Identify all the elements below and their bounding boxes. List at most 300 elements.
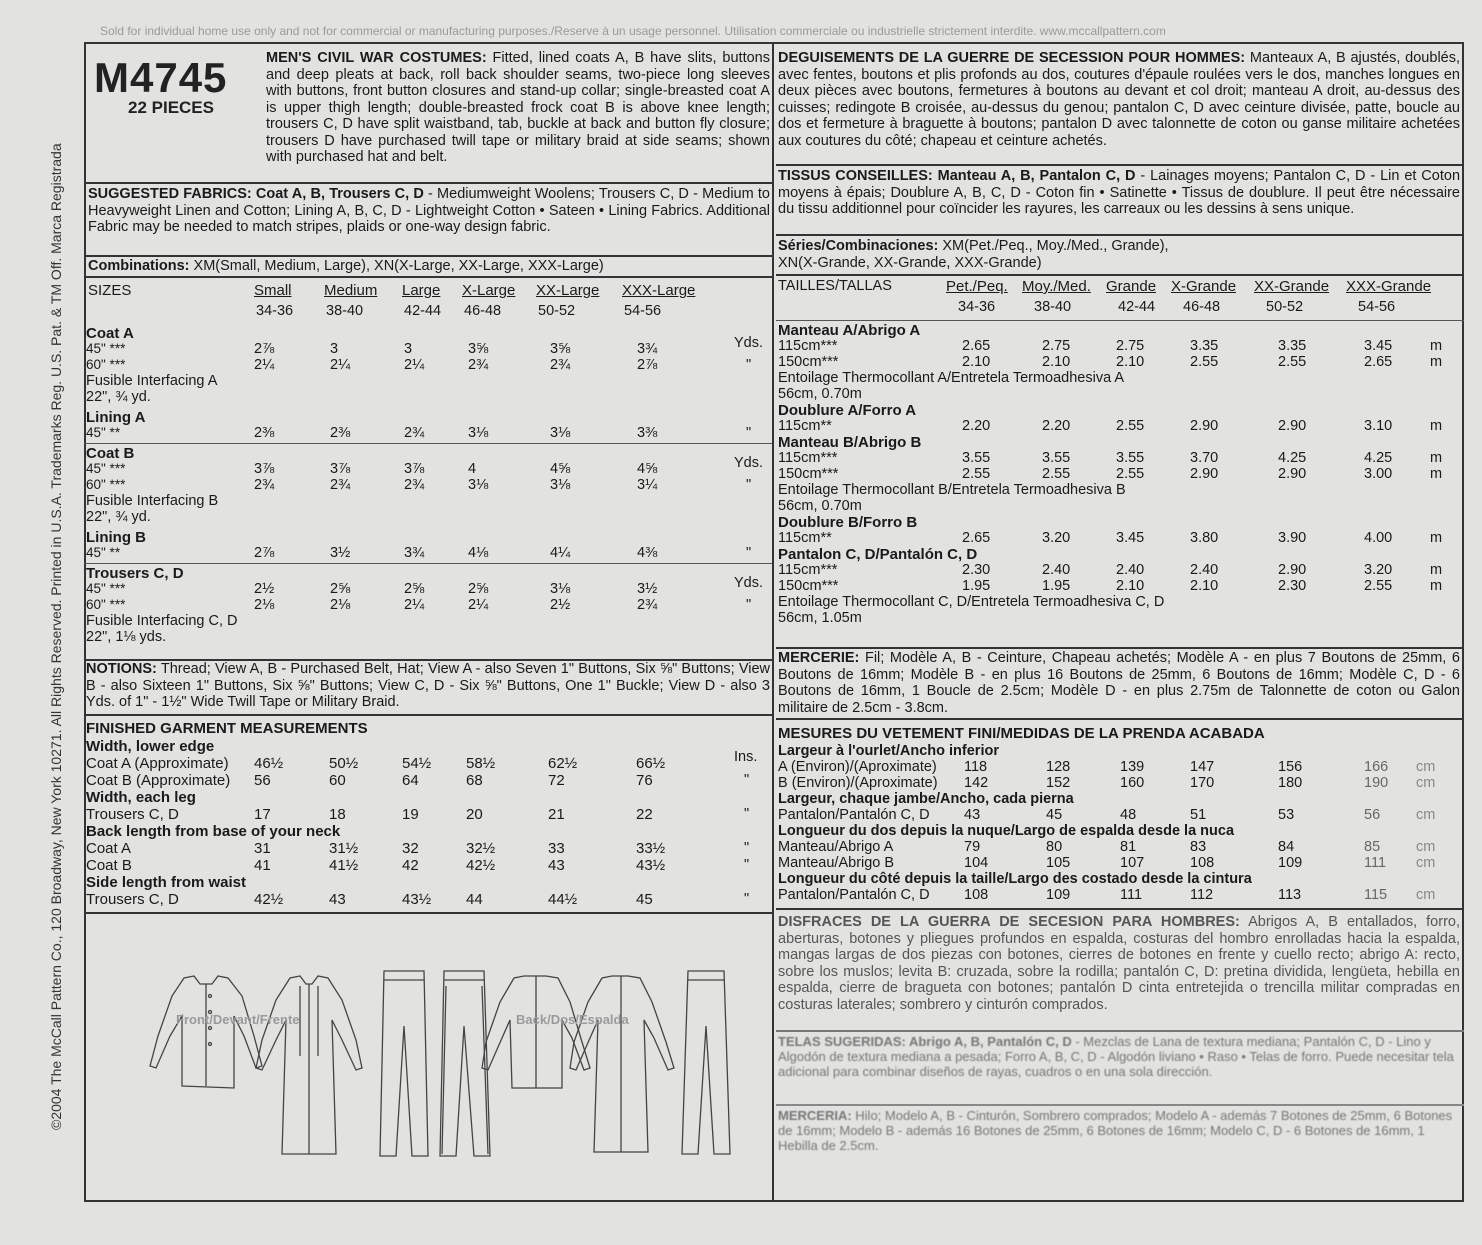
interfacing-note: Fusible Interfacing C, D — [86, 613, 238, 629]
yardage-value: 4.25 — [1278, 450, 1307, 466]
yardage-value: 3⅛ — [468, 425, 489, 441]
unit-label: " — [746, 357, 752, 373]
yardage-value: 3.45 — [1116, 530, 1145, 546]
yardage-value: 3½ — [330, 545, 351, 561]
row-label: Coat B (Approximate) — [86, 772, 231, 789]
yardage-value: 2⅛ — [254, 597, 275, 613]
yardage-heading: Coat A — [86, 325, 134, 342]
interfacing-note: 56cm, 1.05m — [778, 610, 862, 626]
unit-label: cm — [1416, 807, 1436, 823]
yardage-heading: Trousers C, D — [86, 565, 184, 582]
description-en — [266, 50, 770, 166]
yardage-value: 3.55 — [962, 450, 991, 466]
divider — [84, 563, 772, 564]
description-en-title: MEN'S CIVIL WAR COSTUMES: — [266, 50, 487, 66]
unit-label: m — [1430, 354, 1443, 370]
fabrics-en-body: - Mediumweight Woolens; Trousers C, D - Medium to Heavyweight Linen and Cotton; Lining A, B, C, D - Lightweight Cotton • Sateen • Lining Fabrics. Additional Fabric may be needed to match stripes, plaids or one-way design fabric. — [88, 186, 770, 235]
unit-label: cm — [1416, 887, 1436, 903]
interfacing-note: 22", ¾ yd. — [86, 509, 151, 525]
yardage-value: 3.80 — [1190, 530, 1219, 546]
yardage-value: 2¾ — [404, 477, 425, 493]
yardage-value: 2¾ — [468, 357, 489, 373]
measure-value: 50½ — [329, 755, 359, 772]
row-label: 45" ** — [86, 545, 121, 560]
column-divider — [772, 44, 774, 1200]
measure-value: 20 — [466, 806, 483, 823]
yardage-value: 3.70 — [1190, 450, 1219, 466]
yardage-value: 2.55 — [1042, 466, 1071, 482]
yardage-value: 3.00 — [1364, 466, 1393, 482]
measure-value: 142 — [964, 775, 989, 791]
yardage-value: 4⅝ — [637, 461, 658, 477]
measure-value: 112 — [1190, 887, 1214, 903]
yardage-value: 3¾ — [404, 545, 425, 561]
measure-value: 81 — [1120, 839, 1137, 855]
row-label: 115cm*** — [778, 338, 838, 354]
yardage-value: 2.10 — [1190, 578, 1219, 594]
row-label: 115cm** — [778, 530, 832, 546]
unit-label: m — [1430, 450, 1443, 466]
yardage-value: 4.25 — [1364, 450, 1393, 466]
measure-value: 72 — [548, 772, 565, 789]
measure-value: 104 — [964, 855, 989, 871]
row-label: 60" *** — [86, 597, 126, 612]
measure-value: 32½ — [466, 840, 496, 857]
row-label: Manteau/Abrigo A — [778, 839, 894, 855]
row-label: 150cm*** — [778, 578, 839, 594]
divider — [776, 718, 1464, 720]
unit-label: " — [744, 772, 750, 788]
fabrics-es — [778, 1034, 1460, 1079]
size-number: 42-44 — [1118, 299, 1156, 315]
yardage-value: 3⅞ — [330, 461, 351, 477]
size-name: Small — [254, 282, 292, 299]
measure-heading: Longueur du côté depuis la taille/Largo des costado desde la cintura — [778, 871, 1252, 887]
description-fr — [778, 50, 1460, 149]
yardage-value: 2¾ — [254, 477, 275, 493]
description-es-body: Abrigos A, B entallados, forro, aberturas, botones y pliegues profundos en espalda, costuras del hombro enrolladas hacia la espalda, mangas largas de dos piezas con botones, cierres de botones en frente y cuello recto; abrigo A: recto, sobre los muslos; levita B: cruzada, sobre la rodilla; pantalón C, D: pretina dividida, lengüeta, hebilla en espalda, cierre de bragueta con botones; pantalón D cinta entretejida o trencilla militar compradas en costuras laterales; sombrero y cinturón comprados. — [778, 914, 1460, 1013]
yardage-value: 2¼ — [254, 357, 275, 373]
notions-es-body: Hilo; Modelo A, B - Cinturón, Sombrero comprados; Modelo A - además 7 Botones de 25mm, 6 Botones de 16mm; Modelo B - además 16 Botones de 25mm, 6 Botones de 16mm; Modelo C, D - 6 Botones de 16mm, 1 Hebilla de 2.5cm. — [778, 1108, 1453, 1153]
yardage-value: 3⅛ — [550, 477, 571, 493]
unit-label: cm — [1416, 759, 1436, 775]
yardage-value: 2.10 — [962, 354, 991, 370]
measure-value: 44 — [466, 891, 483, 908]
notions-es — [778, 1108, 1460, 1153]
row-label: 45" *** — [86, 461, 126, 476]
unit-label: " — [746, 597, 752, 613]
yardage-value: 4⅜ — [637, 545, 658, 561]
yardage-value: 2.40 — [1116, 562, 1145, 578]
fabrics-en — [88, 186, 770, 236]
combinations-en-label: Combinations: — [88, 258, 190, 274]
description-es-title: DISFRACES DE LA GUERRA DE SECESION PARA HOMBRES: — [778, 914, 1240, 930]
measure-value: 42½ — [254, 891, 284, 908]
description-es — [778, 914, 1460, 1013]
measure-value: 68 — [466, 772, 483, 789]
row-label: 60" *** — [86, 477, 126, 492]
measure-heading: Largeur à l'ourlet/Ancho inferior — [778, 743, 999, 759]
size-number: 42-44 — [404, 303, 442, 319]
notions-fr — [778, 650, 1460, 716]
measurements-fr-title: MESURES DU VETEMENT FINI/MEDIDAS DE LA PRENDA ACABADA — [778, 725, 1265, 742]
unit-label: m — [1430, 578, 1443, 594]
fabrics-fr-body: - Lainages moyens; Pantalon C, D - Lin et Coton moyens à épais; Doublure A, B, C, D - Coton fin • Satinette • Tissus de doublure. Il peut être nécessaire du tissu additionnel pour coïncider les rayures, les carreaux ou les dessins à sens unique. — [778, 168, 1461, 217]
divider — [776, 320, 1464, 321]
measure-value: 43 — [548, 857, 565, 874]
row-label: 45" *** — [86, 341, 126, 356]
yardage-value: 2.55 — [1190, 354, 1219, 370]
size-number: 50-52 — [1266, 299, 1304, 315]
yardage-heading: Doublure A/Forro A — [778, 402, 917, 419]
yardage-value: 2.55 — [962, 466, 991, 482]
yardage-value: 3.55 — [1042, 450, 1071, 466]
front-label: Front/Devant/Frente — [176, 1012, 300, 1027]
trousers-back-drawing — [682, 971, 730, 1154]
yardage-value: 2.75 — [1042, 338, 1071, 354]
measure-value: 62½ — [548, 755, 578, 772]
measure-value: 42 — [402, 857, 419, 874]
measure-value: 58½ — [466, 755, 496, 772]
yardage-value: 2¾ — [637, 597, 658, 613]
combinations-fr-line1: XM(Pet./Peq., Moy./Med., Grande), — [938, 238, 1169, 254]
yardage-value: 2.65 — [1364, 354, 1393, 370]
yardage-value: 2⅜ — [254, 425, 275, 441]
yardage-value: 2⅞ — [254, 341, 275, 357]
yardage-value: 1.95 — [1042, 578, 1071, 594]
measure-value: 44½ — [548, 891, 578, 908]
yardage-value: 2.90 — [1278, 466, 1307, 482]
unit-label: " — [744, 891, 750, 907]
unit-label: m — [1430, 562, 1443, 578]
size-number: 54-56 — [1358, 299, 1396, 315]
coat-a-front-drawing — [150, 976, 262, 1088]
yardage-value: 3.20 — [1042, 530, 1071, 546]
yardage-value: 3⅞ — [404, 461, 425, 477]
yardage-value: 4⅛ — [468, 545, 489, 561]
size-name: Moy./Med. — [1022, 278, 1091, 295]
yardage-value: 2¼ — [330, 357, 351, 373]
unit-label: Yds. — [734, 335, 764, 351]
size-name: X-Large — [462, 282, 516, 299]
unit-label: Ins. — [734, 749, 758, 765]
size-number: 46-48 — [464, 303, 502, 319]
measure-heading: Side length from waist — [86, 874, 247, 891]
yardage-heading: Doublure B/Forro B — [778, 514, 918, 531]
yardage-value: 2.55 — [1364, 578, 1393, 594]
measure-value: 43 — [964, 807, 981, 823]
sidebar-text: ©2004 The McCall Pattern Co., 120 Broadway, New York 10271. All Rights Reserved. Printed in U.S.A. Trademarks Reg. U.S. Pat. & TM Off. Marca Registrada — [48, 143, 64, 1130]
divider — [84, 276, 772, 278]
yardage-value: 3¾ — [637, 341, 658, 357]
yardage-value: 2¼ — [468, 597, 489, 613]
yardage-value: 3⅝ — [550, 341, 571, 357]
unit-label: " — [744, 857, 750, 873]
measure-value: 41½ — [329, 857, 359, 874]
measure-value: 152 — [1046, 775, 1071, 791]
measure-value: 83 — [1190, 839, 1207, 855]
measure-value: 84 — [1278, 839, 1295, 855]
measure-value: 76 — [636, 772, 653, 789]
measure-value: 111 — [1120, 887, 1143, 903]
row-label: Pantalon/Pantalón C, D — [778, 807, 930, 823]
row-label: 150cm*** — [778, 466, 839, 482]
yardage-heading: Lining A — [86, 409, 146, 426]
measure-value: 139 — [1120, 759, 1145, 775]
yardage-value: 3.55 — [1116, 450, 1145, 466]
row-label: Trousers C, D — [86, 806, 179, 823]
divider — [776, 164, 1464, 166]
divider — [84, 182, 772, 184]
interfacing-note: 22", 1⅛ yds. — [86, 629, 167, 645]
row-label: Pantalon/Pantalón C, D — [778, 887, 930, 903]
row-label: A (Environ)/(Aproximate) — [778, 759, 937, 775]
measure-value: 66½ — [636, 755, 666, 772]
yardage-value: 4 — [468, 461, 477, 477]
yardage-value: 3.10 — [1364, 418, 1393, 434]
sizes-header: SIZES — [88, 282, 132, 299]
yardage-value: 1.95 — [962, 578, 991, 594]
yardage-value: 2½ — [254, 581, 275, 597]
size-number: 38-40 — [326, 303, 364, 319]
measure-value: 33 — [548, 840, 565, 857]
unit-label: m — [1430, 466, 1443, 482]
size-name: XX-Large — [536, 282, 600, 299]
combinations-fr-line2: XN(X-Grande, XX-Grande, XXX-Grande) — [778, 254, 1042, 271]
unit-label: " — [746, 425, 752, 441]
yardage-value: 2.90 — [1278, 562, 1307, 578]
measurements-en-title: FINISHED GARMENT MEASUREMENTS — [86, 720, 368, 737]
yardage-value: 2.10 — [1116, 578, 1145, 594]
yardage-value: 2.65 — [962, 338, 991, 354]
yardage-value: 3½ — [637, 581, 658, 597]
yardage-value: 2.30 — [962, 562, 991, 578]
row-label: 115cm*** — [778, 562, 838, 578]
measure-value: 109 — [1278, 855, 1303, 871]
yardage-value: 3⅛ — [550, 425, 571, 441]
yardage-value: 2⅞ — [637, 357, 658, 373]
fabrics-es-body: - Mezclas de Lana de textura mediana; Pantalón C, D - Lino y Algodón de textura mediana a pesada; Forro A, B, C, D - Algodón liviano • Raso • Telas de forro. Puede necesitar tela adicional para combinar diseños de rayas, cuadros o en una sola dirección. — [778, 1034, 1454, 1079]
row-label: Manteau/Abrigo B — [778, 855, 895, 871]
measure-value: 80 — [1046, 839, 1063, 855]
yardage-value: 2.65 — [962, 530, 991, 546]
notions-fr-label: MERCERIE: — [778, 650, 860, 666]
row-label: 115cm** — [778, 418, 832, 434]
measure-heading: Longueur du dos depuis la nuque/Largo de espalda desde la nuca — [778, 823, 1235, 839]
description-fr-body: Manteaux A, B ajustés, doublés, avec fentes, boutons et plis profonds au dos, coutures d'épaule roulées vers le dos, manches longues en deux pièces avec boutons, fermetures à boutons au devant et col droit; manteau A droit, au-dessus des cuisses; redingote B croisée, au-dessus du genou; pantalon C, D avec ceinture divisée, patte, boucle au dos et fermeture à braguette à boutons; pantalon D avec talonnette de coton ou ganse militaire achetées aux coutures du côté; chapeau et ceinture achetés. — [778, 50, 1461, 149]
notions-fr-body: Fil; Modèle A, B - Ceinture, Chapeau achetés; Modèle A - en plus 7 Boutons de 25mm, 6 Boutons de 16mm; Modèle B - en plus 16 Boutons de 25mm, 6 Boutons de 16mm; Modèle C, D - 6 Boutons de 16mm, 1 Boucle de 2.5cm; Modèle D - en plus 2.75m de Talonnette de coton ou Galon militaire de 2.5cm - 3.8cm. — [778, 650, 1460, 716]
divider — [776, 1030, 1464, 1032]
yardage-value: 3⅛ — [550, 581, 571, 597]
row-label: 45" ** — [86, 425, 121, 440]
sizes-header: TAILLES/TALLAS — [778, 278, 892, 294]
size-number: 38-40 — [1034, 299, 1072, 315]
size-number: 50-52 — [538, 303, 576, 319]
row-label: Coat A (Approximate) — [86, 755, 229, 772]
description-en-body: Fitted, lined coats A, B have slits, buttons and deep pleats at back, roll back shoulder seams, two-piece long sleeves with buttons, front button closures and stand-up collar; single-breasted coat A is upper thigh length; double-breasted frock coat B is above knee length; trousers C, D have split waistband, tab, buckle at back and button fly closure; trousers D have purchased twill tape or military braid at side seams; shown with purchased hat and belt. — [266, 50, 770, 165]
measure-value: 19 — [402, 806, 419, 823]
yardage-value: 2.20 — [962, 418, 991, 434]
measure-heading: Width, each leg — [86, 789, 196, 806]
interfacing-note: Entoilage Thermocollant A/Entretela Termoadhesiva A — [778, 370, 1125, 386]
interfacing-note: 56cm, 0.70m — [778, 498, 862, 514]
measure-value: 17 — [254, 806, 271, 823]
unit-label: cm — [1416, 839, 1436, 855]
measure-value: 190 — [1364, 775, 1389, 791]
yardage-value: 3 — [404, 341, 413, 357]
notions-en — [86, 661, 770, 711]
measure-value: 45 — [1046, 807, 1063, 823]
row-label: 60" *** — [86, 357, 126, 372]
size-number: 54-56 — [624, 303, 662, 319]
measure-value: 115 — [1364, 887, 1388, 903]
measure-value: 18 — [329, 806, 346, 823]
row-label: 45" *** — [86, 581, 126, 596]
row-label: 150cm*** — [778, 354, 839, 370]
divider — [776, 234, 1464, 236]
technical-drawings — [84, 916, 772, 1202]
coat-b-front-drawing — [256, 976, 362, 1154]
measure-value: 64 — [402, 772, 419, 789]
measure-value: 54½ — [402, 755, 432, 772]
interfacing-note: Fusible Interfacing B — [86, 493, 219, 509]
yardage-value: 2¾ — [404, 425, 425, 441]
measure-value: 128 — [1046, 759, 1071, 775]
divider — [776, 908, 1464, 910]
yardage-value: 3⅛ — [468, 477, 489, 493]
unit-label: " — [746, 545, 752, 561]
measure-value: 147 — [1190, 759, 1215, 775]
yardage-value: 2⅝ — [468, 581, 489, 597]
measure-value: 180 — [1278, 775, 1303, 791]
size-name: Grande — [1106, 278, 1157, 295]
divider — [84, 912, 772, 914]
fabrics-es-label: TELAS SUGERIDAS: Abrigo A, B, Pantalón C, D — [778, 1034, 1072, 1049]
measure-value: 107 — [1120, 855, 1145, 871]
yardage-value: 2⅞ — [254, 545, 275, 561]
yardage-value: 2¼ — [404, 357, 425, 373]
measure-value: 53 — [1278, 807, 1295, 823]
notions-en-label: NOTIONS: — [86, 661, 157, 677]
unit-label: " — [746, 477, 752, 493]
pattern-code-box — [84, 44, 262, 182]
row-label: Coat A — [86, 840, 132, 857]
row-label: Coat B — [86, 857, 132, 874]
measure-value: 85 — [1364, 839, 1381, 855]
yardage-value: 3.35 — [1278, 338, 1307, 354]
measure-value: 108 — [1190, 855, 1215, 871]
yardage-value: 3 — [330, 341, 339, 357]
size-name: XX-Grande — [1254, 278, 1330, 295]
yardage-value: 2.90 — [1278, 418, 1307, 434]
measure-heading: Width, lower edge — [86, 738, 215, 755]
divider — [84, 714, 772, 716]
measure-value: 118 — [964, 759, 988, 775]
notions-es-label: MERCERIA: — [778, 1108, 852, 1123]
yardage-value: 2⅝ — [330, 581, 351, 597]
yardage-value: 3.35 — [1190, 338, 1219, 354]
unit-label: m — [1430, 418, 1443, 434]
divider — [776, 647, 1464, 649]
yardage-value: 2.90 — [1190, 466, 1219, 482]
measure-value: 156 — [1278, 759, 1303, 775]
size-number: 34-36 — [958, 299, 996, 315]
fabrics-fr-label: TISSUS CONSEILLES: Manteau A, B, Pantalon C, D — [778, 168, 1136, 184]
yardage-value: 2¼ — [404, 597, 425, 613]
yardage-value: 4.00 — [1364, 530, 1393, 546]
pattern-code: M4745 — [94, 54, 228, 101]
interfacing-note: Fusible Interfacing A — [86, 373, 218, 389]
measure-value: 60 — [329, 772, 346, 789]
size-number: 34-36 — [256, 303, 294, 319]
description-fr-title: DEGUISEMENTS DE LA GUERRE DE SECESSION POUR HOMMES: — [778, 50, 1246, 66]
divider — [84, 255, 772, 257]
yardage-value: 2½ — [550, 597, 571, 613]
measure-value: 21 — [548, 806, 565, 823]
top-notice: Sold for individual home use only and not for commercial or manufacturing purposes./Reserve à un usage personnel. Utilisation commerciale ou industrielle strictement interdite. www.mccallpattern.com — [100, 24, 1166, 38]
pieces-count: 22 PIECES — [128, 98, 214, 117]
combinations-fr — [778, 238, 1460, 271]
interfacing-note: 22", ¾ yd. — [86, 389, 151, 405]
yardage-value: 3⅜ — [637, 425, 658, 441]
yardage-value: 2¾ — [550, 357, 571, 373]
row-label: 115cm*** — [778, 450, 838, 466]
yardage-value: 2.20 — [1042, 418, 1071, 434]
measure-value: 56 — [254, 772, 271, 789]
measure-value: 79 — [964, 839, 981, 855]
measure-value: 111 — [1364, 855, 1387, 871]
measure-value: 31 — [254, 840, 271, 857]
yardage-value: 2.55 — [1278, 354, 1307, 370]
fabrics-fr — [778, 168, 1460, 218]
measure-value: 46½ — [254, 755, 284, 772]
yardage-value: 2.30 — [1278, 578, 1307, 594]
yardage-heading: Lining B — [86, 529, 146, 546]
measure-value: 113 — [1278, 887, 1302, 903]
size-name: Large — [402, 282, 441, 299]
unit-label: " — [744, 840, 750, 856]
yardage-value: 2¾ — [330, 477, 351, 493]
fabrics-en-label: SUGGESTED FABRICS: Coat A, B, Trousers C, D — [88, 186, 424, 202]
measure-value: 109 — [1046, 887, 1071, 903]
trousers-c-front-drawing — [380, 971, 428, 1156]
sidebar-copyright — [50, 50, 78, 1130]
measure-value: 31½ — [329, 840, 359, 857]
measure-value: 160 — [1120, 775, 1145, 791]
unit-label: m — [1430, 530, 1443, 546]
measure-value: 51 — [1190, 807, 1207, 823]
yardage-value: 2.90 — [1190, 418, 1219, 434]
divider — [776, 274, 1464, 276]
yardage-value: 2.75 — [1116, 338, 1145, 354]
measure-value: 166 — [1364, 759, 1389, 775]
measure-value: 41 — [254, 857, 271, 874]
combinations-en — [88, 258, 770, 275]
coat-b-back-drawing — [570, 976, 674, 1152]
yardage-value: 3¼ — [637, 477, 658, 493]
back-label: Back/Dos/Espalda — [516, 1012, 629, 1027]
yardage-heading: Pantalon C, D/Pantalón C, D — [778, 546, 978, 563]
divider — [776, 1104, 1464, 1106]
measure-value: 32 — [402, 840, 419, 857]
unit-label: " — [744, 806, 750, 822]
unit-label: Yds. — [734, 455, 764, 471]
divider — [84, 443, 772, 444]
measure-value: 170 — [1190, 775, 1215, 791]
garment-line-drawings — [84, 916, 772, 1202]
yardage-heading: Manteau A/Abrigo A — [778, 322, 921, 339]
yardage-value: 2.40 — [1042, 562, 1071, 578]
